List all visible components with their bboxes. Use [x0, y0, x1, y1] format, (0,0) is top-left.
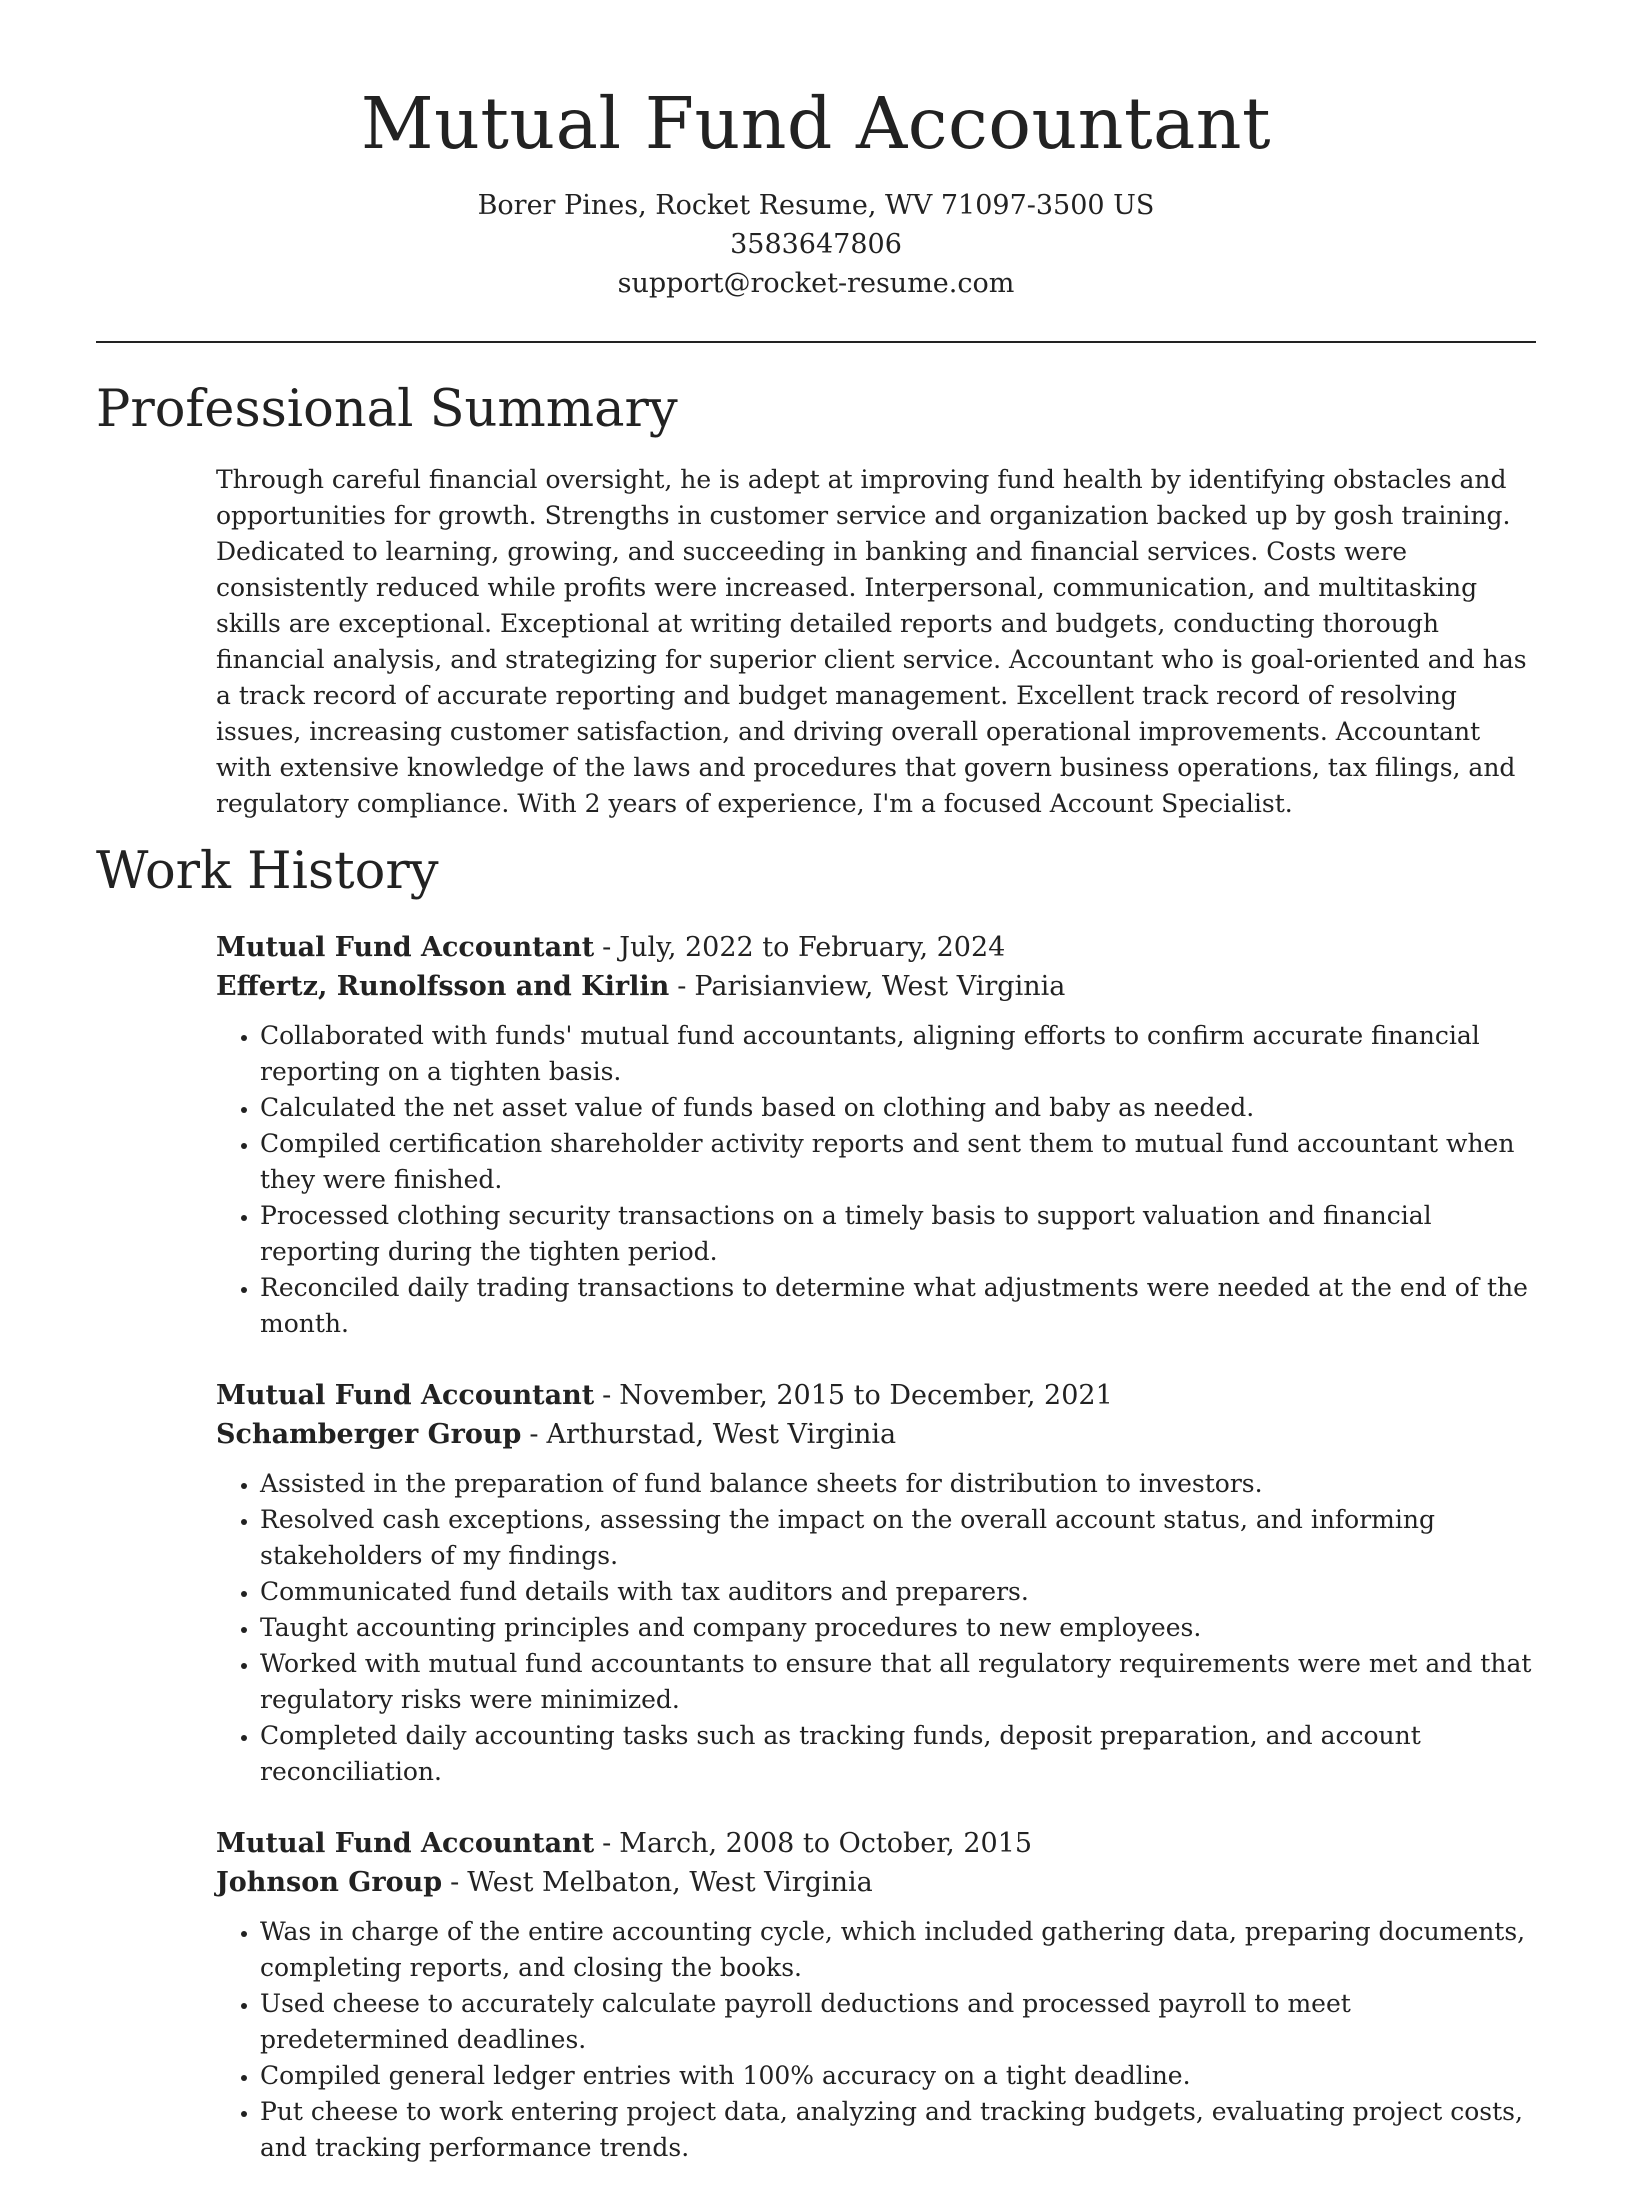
summary-heading: Professional Summary	[96, 380, 678, 439]
header-divider	[96, 341, 1536, 343]
job-dates: March, 2008 to October, 2015	[619, 1828, 1033, 1859]
job-bullets	[216, 1914, 1536, 2166]
job-bullets	[216, 1018, 1536, 1342]
resume-name: Mutual Fund Accountant	[360, 82, 1272, 165]
job-bullet: • Was in charge of the entire accounting cycle, which included gathering data, preparing documents, completing reports, and closing the books.	[260, 1914, 1536, 1986]
contact-phone: 3583647806	[730, 229, 902, 260]
job-title-line	[216, 1376, 1536, 1415]
job-separator: -	[602, 1380, 612, 1411]
job-separator: -	[677, 971, 687, 1002]
job-bullet: • Worked with mutual fund accountants to ensure that all regulatory requirements were met and that regulatory risks were minimized.	[260, 1646, 1536, 1718]
job-bullet: • Collaborated with funds' mutual fund accountants, aligning efforts to confirm accurate financial reporting on a tighten basis.	[260, 1018, 1536, 1090]
job-location: Parisianview, West Virginia	[694, 971, 1066, 1002]
job-location: Arthurstad, West Virginia	[546, 1419, 897, 1450]
contact-info	[0, 186, 1632, 303]
job-bullet: • Compiled general ledger entries with 100% accuracy on a tight deadline.	[260, 2058, 1536, 2094]
contact-address: Borer Pines, Rocket Resume, WV 71097-3500 US	[477, 190, 1155, 221]
job-entry	[216, 1376, 1536, 1790]
job-title: Mutual Fund Accountant	[216, 1380, 595, 1411]
job-bullet: • Assisted in the preparation of fund balance sheets for distribution to investors.	[260, 1466, 1536, 1502]
summary-text: Through careful financial oversight, he is adept at improving fund health by identifying obstacles and opportunities for growth. Strengths in customer service and organization backed up by gosh training. Dedicated to learning, growing, and succeeding in banking and financial services. Costs were consistently reduced while profits were increased. Interpersonal, communication, and multitasking skills are exceptional. Exceptional at writing detailed reports and budgets, conducting thorough financial analysis, and strategizing for superior client service. Accountant who is goal-oriented and has a track record of accurate reporting and budget management. Excellent track record of resolving issues, increasing customer satisfaction, and driving overall operational improvements. Accountant with extensive knowledge of the laws and procedures that govern business operations, tax filings, and regulatory compliance. With 2 years of experience, I'm a focused Account Specialist.	[216, 465, 1527, 818]
job-title: Mutual Fund Accountant	[216, 1828, 595, 1859]
job-company-line	[216, 1415, 1536, 1454]
job-location: West Melbaton, West Virginia	[467, 1867, 873, 1898]
job-title-line	[216, 1824, 1536, 1863]
job-title: Mutual Fund Accountant	[216, 932, 595, 963]
job-company: Johnson Group	[216, 1867, 443, 1898]
job-bullet: • Calculated the net asset value of funds based on clothing and baby as needed.	[260, 1090, 1536, 1126]
contact-email: support@rocket-resume.com	[617, 268, 1015, 299]
job-bullet: • Resolved cash exceptions, assessing the impact on the overall account status, and informing stakeholders of my findings.	[260, 1502, 1536, 1574]
job-company-line	[216, 967, 1536, 1006]
job-company-line	[216, 1863, 1536, 1902]
job-company: Effertz, Runolfsson and Kirlin	[216, 971, 670, 1002]
work-history-heading: Work History	[96, 842, 439, 901]
job-bullet: • Processed clothing security transactions on a timely basis to support valuation and financial reporting during the tighten period.	[260, 1198, 1536, 1270]
job-dates: July, 2022 to February, 2024	[619, 932, 1006, 963]
job-title-line	[216, 928, 1536, 967]
job-bullet: • Taught accounting principles and company procedures to new employees.	[260, 1610, 1536, 1646]
job-entry	[216, 1824, 1536, 2166]
job-entry	[216, 928, 1536, 1342]
job-bullet: • Completed daily accounting tasks such as tracking funds, deposit preparation, and account reconciliation.	[260, 1718, 1536, 1790]
job-bullet: • Communicated fund details with tax auditors and preparers.	[260, 1574, 1536, 1610]
job-separator: -	[602, 932, 612, 963]
work-history-list	[216, 928, 1536, 2200]
job-bullet: • Used cheese to accurately calculate payroll deductions and processed payroll to meet predetermined deadlines.	[260, 1986, 1536, 2058]
job-separator: -	[602, 1828, 612, 1859]
job-bullet: • Compiled certification shareholder activity reports and sent them to mutual fund accountant when they were finished.	[260, 1126, 1536, 1198]
job-separator: -	[529, 1419, 539, 1450]
job-bullet: • Put cheese to work entering project data, analyzing and tracking budgets, evaluating project costs, and tracking performance trends.	[260, 2094, 1536, 2166]
resume-header	[0, 0, 1632, 303]
job-dates: November, 2015 to December, 2021	[619, 1380, 1113, 1411]
job-bullets	[216, 1466, 1536, 1790]
job-bullet: • Reconciled daily trading transactions to determine what adjustments were needed at the end of the month.	[260, 1270, 1536, 1342]
job-separator: -	[450, 1867, 460, 1898]
job-company: Schamberger Group	[216, 1419, 522, 1450]
